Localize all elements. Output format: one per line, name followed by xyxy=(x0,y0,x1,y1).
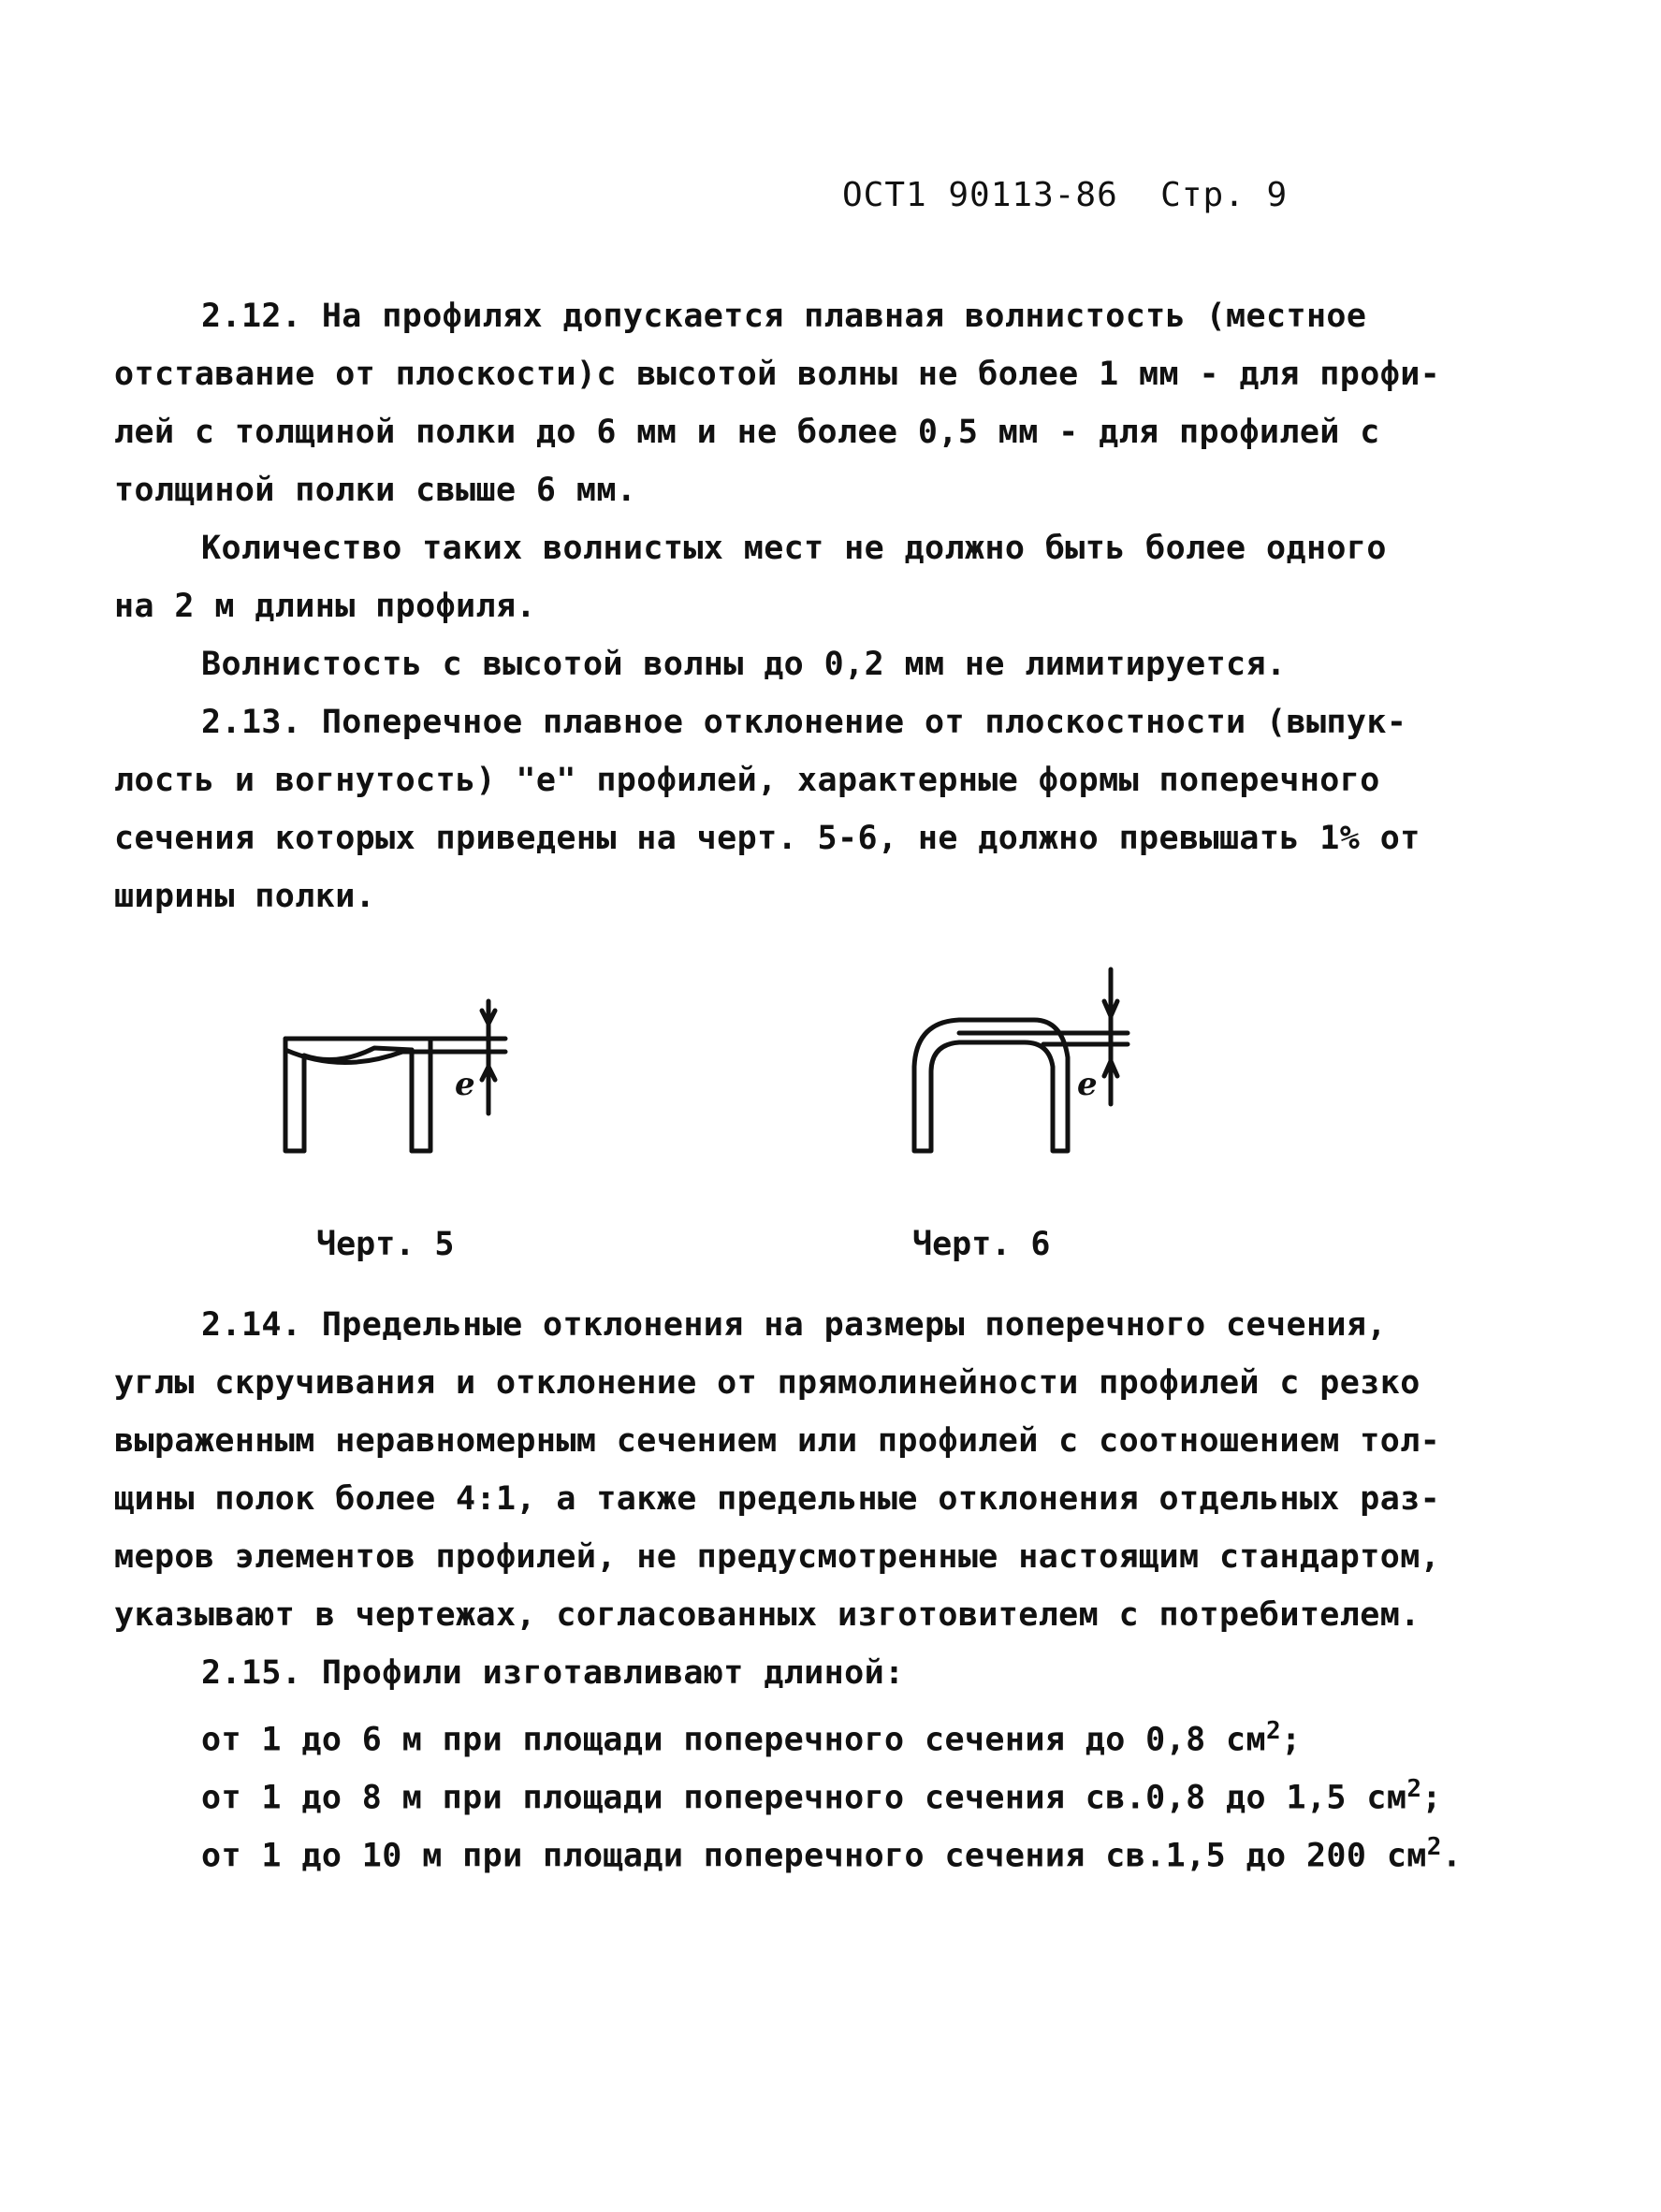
paragraph-2-13-line-3: сечения которых приведены на черт. 5-6, не должно превышать 1% от xyxy=(114,820,1421,857)
paragraph-2-14-line-5: меров элементов профилей, не предусмотренные настоящим стандартом, xyxy=(114,1538,1441,1576)
paragraph-2-15-line-3: от 1 до 8 м при площади поперечного сечения св.0,8 до 1,5 $см^2$; xyxy=(201,1775,1442,1817)
dimension-e-label-5: е xyxy=(455,1066,475,1103)
paragraph-2-12c-line-1: Волнистость с высотой волны до 0,2 мм не лимитируется. xyxy=(201,646,1287,683)
paragraph-2-12b-line-1: Количество таких волнистых мест не должно быть более одного xyxy=(201,530,1387,567)
paragraph-2-12-line-2: отставание от плоскости)с высотой волны не более 1 мм - для профи- xyxy=(114,356,1441,393)
paragraph-2-13-line-4: ширины полки. xyxy=(114,878,376,915)
paragraph-2-14-line-1: 2.14. Предельные отклонения на размеры поперечного сечения, xyxy=(201,1306,1387,1344)
paragraph-2-15-line-4: от 1 до 10 м при площади поперечного сечения св.1,5 до 200 $см^2$. xyxy=(201,1833,1463,1875)
page-number: Стр. 9 xyxy=(1160,176,1289,214)
paragraph-2-15-line-1: 2.15. Профили изготавливают длиной: xyxy=(201,1654,905,1692)
paragraph-2-12-line-3: лей с толщиной полки до 6 мм и не более 0,5 мм - для профилей с xyxy=(114,414,1380,451)
paragraph-2-12b-line-2: на 2 м длины профиля. xyxy=(114,588,536,625)
paragraph-2-12-line-4: толщиной полки свыше 6 мм. xyxy=(114,472,637,509)
dimension-e-label-6: е xyxy=(1077,1066,1098,1103)
standard-code: ОСТ1 90113-86 xyxy=(842,176,1118,214)
page-header xyxy=(842,176,1288,214)
paragraph-2-13-line-1: 2.13. Поперечное плавное отклонение от плоскостности (выпук- xyxy=(201,704,1407,741)
figure-6-caption: Черт. 6 xyxy=(912,1226,1051,1263)
paragraph-2-12-line-1: 2.12. На профилях допускается плавная волнистость (местное xyxy=(201,298,1367,335)
paragraph-2-14-line-6: указывают в чертежах, согласованных изготовителем с потребителем. xyxy=(114,1596,1421,1634)
figure-5-drawing xyxy=(271,982,533,1170)
paragraph-2-13-line-2: лость и вогнутость) "е" профилей, характерные формы поперечного xyxy=(114,762,1380,799)
paragraph-2-14-line-2: углы скручивания и отклонение от прямолинейности профилей с резко xyxy=(114,1364,1421,1402)
paragraph-2-14-line-3: выраженным неравномерным сечением или профилей с соотношением тол- xyxy=(114,1422,1441,1460)
paragraph-2-14-line-4: щины полок более 4:1, а также предельные отклонения отдельных раз- xyxy=(114,1480,1441,1518)
figure-5-caption: Черт. 5 xyxy=(316,1226,455,1263)
paragraph-2-15-line-2: от 1 до 6 м при площади поперечного сечения до 0,8 $см^2$; xyxy=(201,1717,1302,1759)
figure-6-drawing xyxy=(903,964,1165,1170)
